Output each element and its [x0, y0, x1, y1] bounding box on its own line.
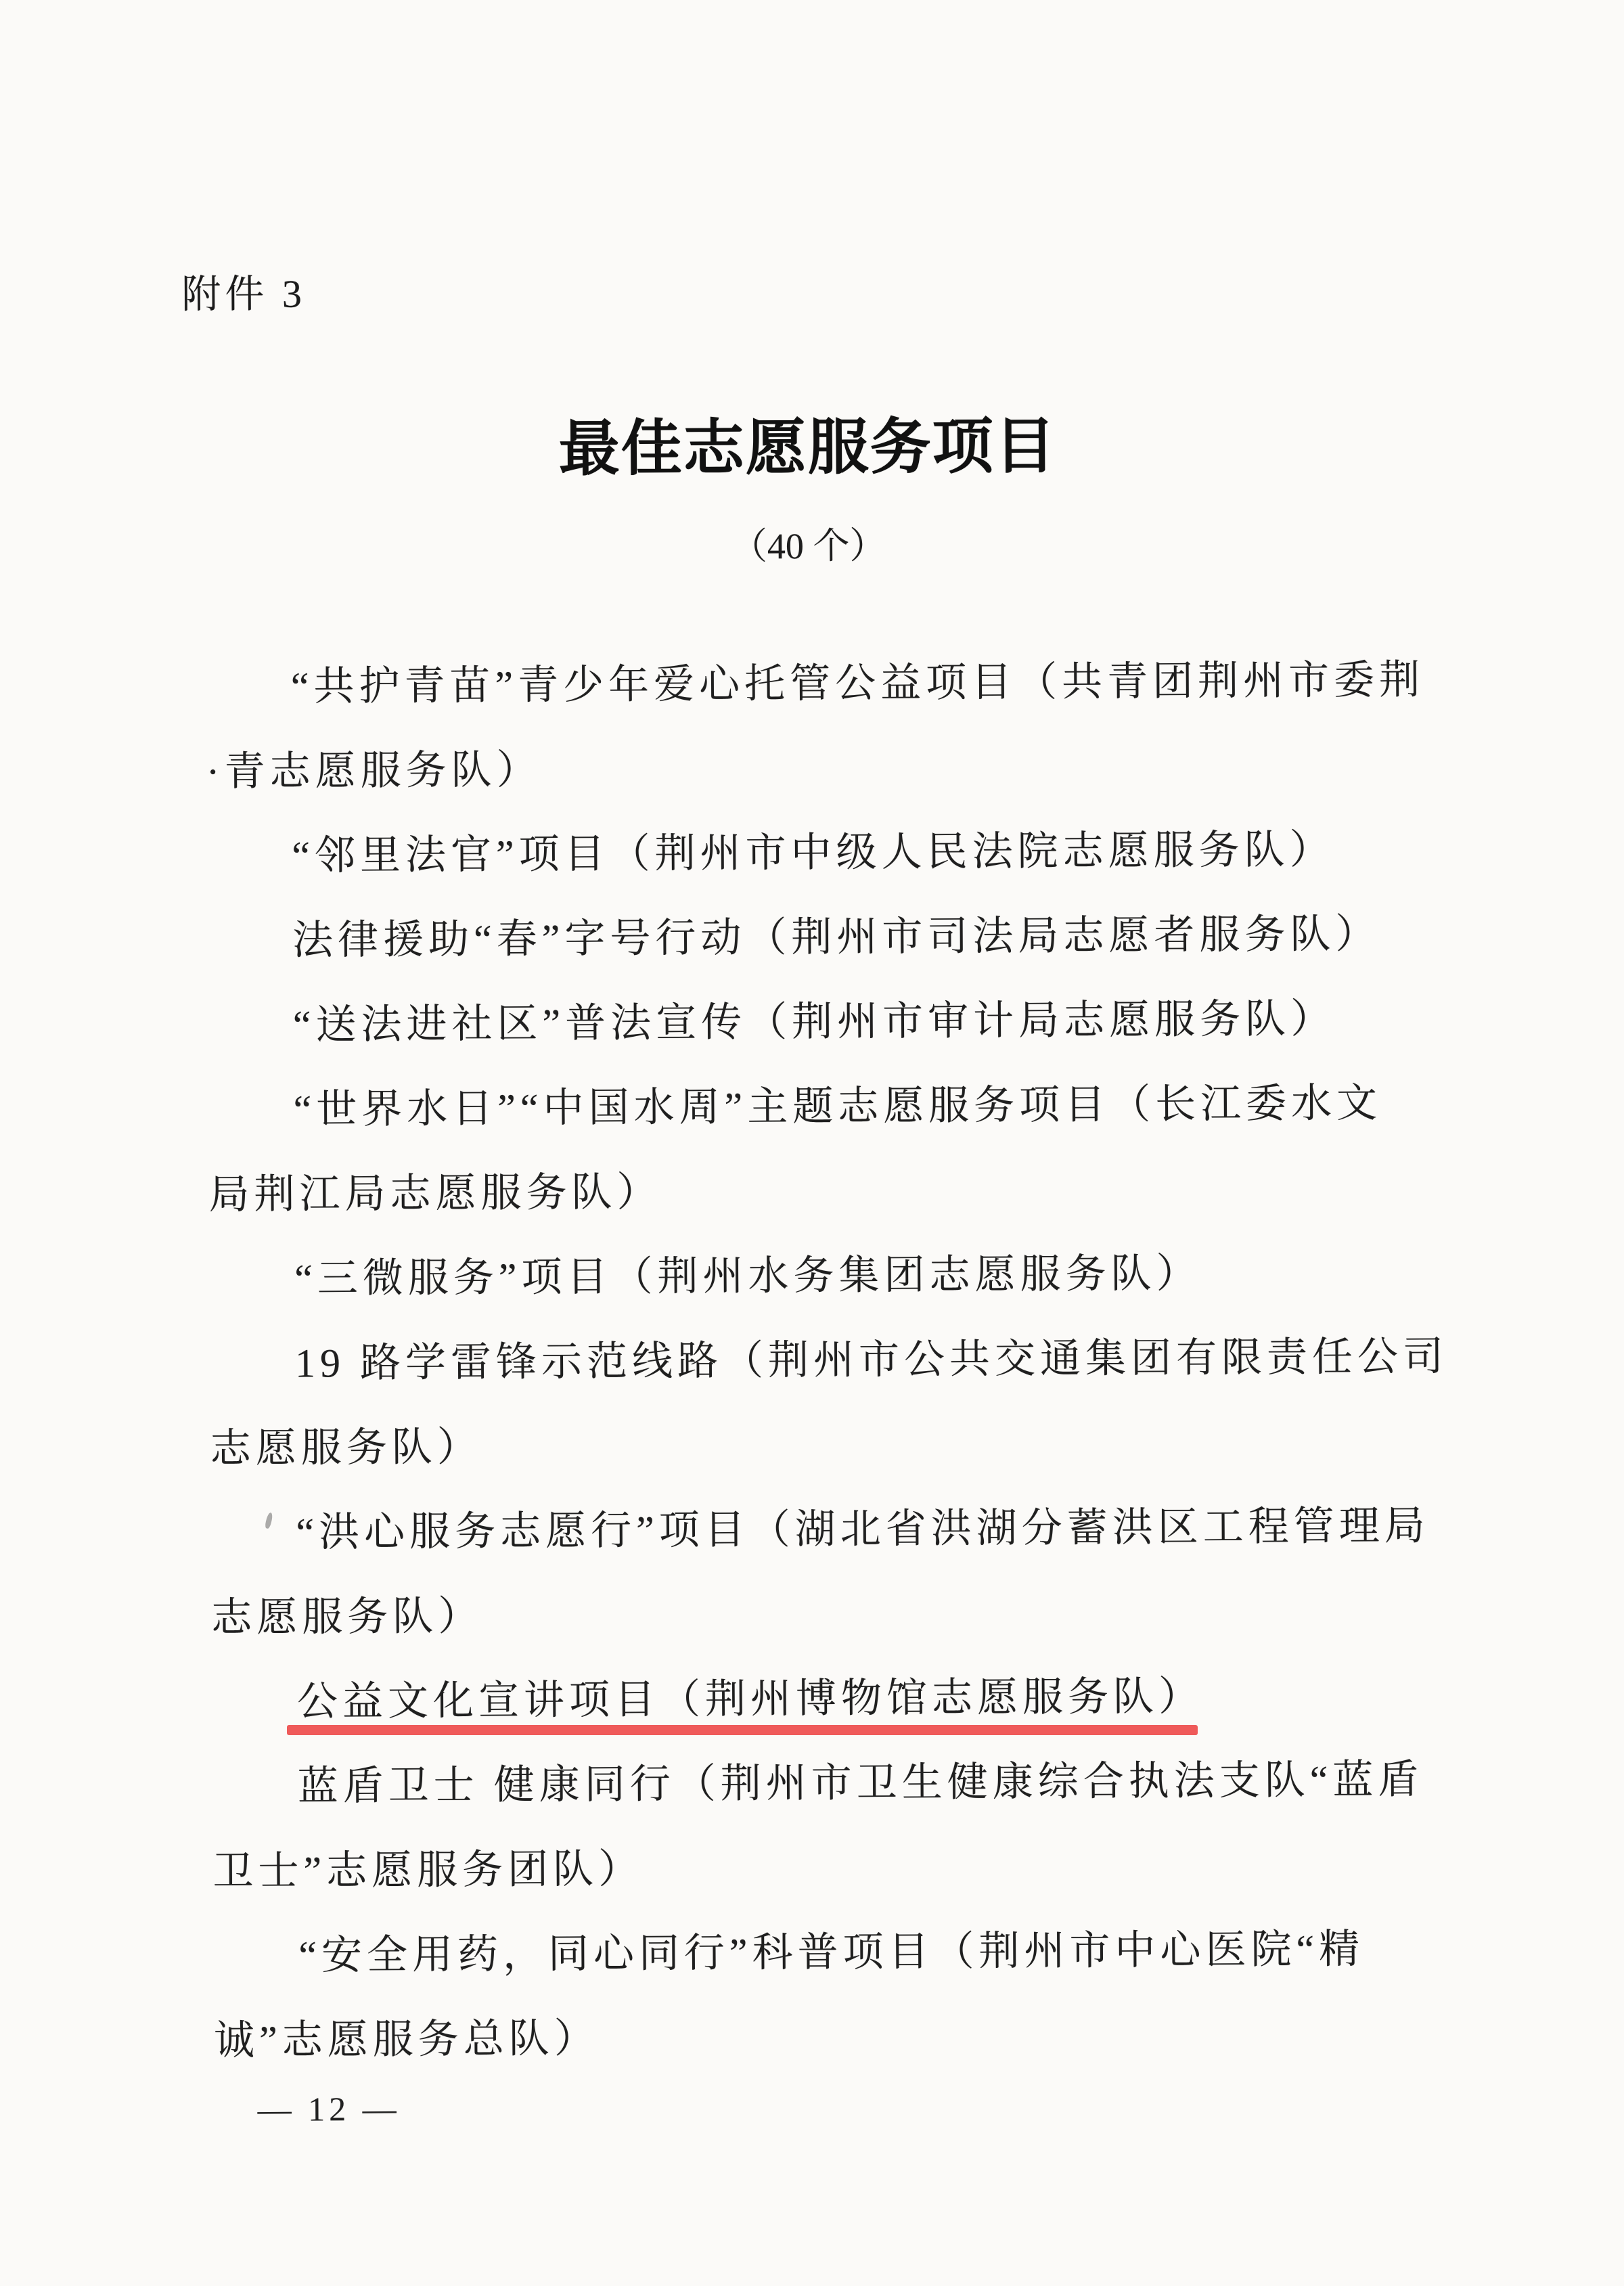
list-item-continuation: 诚”志愿服务总队） — [213, 2015, 600, 2063]
list-item: 19 路学雷锋示范线路（荆州市公共交通集团有限责任公司 — [294, 1333, 1449, 1386]
list-item: “安全用药，同心同行”科普项目（荆州市中心医院“精 — [298, 1926, 1365, 1978]
list-item: “邻里法官”项目（荆州市中级人民法院志愿服务队） — [292, 826, 1335, 878]
list-item: 法律援助“春”字号行动（荆州市司法局志愿者服务队） — [292, 911, 1381, 963]
list-item-continuation: 志愿服务队） — [211, 1593, 484, 1640]
list-item-continuation: 志愿服务队） — [210, 1424, 482, 1471]
list-item-continuation: 卫士”志愿服务团队） — [212, 1846, 644, 1893]
project-list — [205, 633, 1548, 2079]
list-item: “世界水日”“中国水周”主题志愿服务项目（长江委水文 — [293, 1080, 1382, 1132]
highlight-underline — [287, 1725, 1198, 1735]
list-item-highlighted: 公益文化宣讲项目（荆州博物馆志愿服务队） — [296, 1673, 1204, 1724]
page-title: 最佳志愿服务项目 — [558, 410, 1058, 485]
list-item-continuation: ·青志愿服务队） — [206, 746, 542, 794]
attachment-label: 附件 3 — [181, 271, 307, 317]
list-item: “洪心服务志愿行”项目（湖北省洪湖分蓄洪区工程管理局 — [296, 1502, 1430, 1555]
page-number: — 12 — — [257, 2089, 401, 2129]
list-item: “三微服务”项目（荆州水务集团志愿服务队） — [294, 1250, 1202, 1301]
list-item-continuation: 局荆江局志愿服务队） — [208, 1169, 662, 1217]
list-item: “共护青苗”青少年爱心托管公益项目（共青团荆州市委荆 — [290, 656, 1425, 709]
item-count-label: （40 个） — [730, 525, 886, 567]
list-item: “送法进社区”普法宣传（荆州市审计局志愿服务队） — [292, 995, 1336, 1048]
list-item: 蓝盾卫士 健康同行（荆州市卫生健康综合执法支队“蓝盾 — [297, 1756, 1424, 1809]
